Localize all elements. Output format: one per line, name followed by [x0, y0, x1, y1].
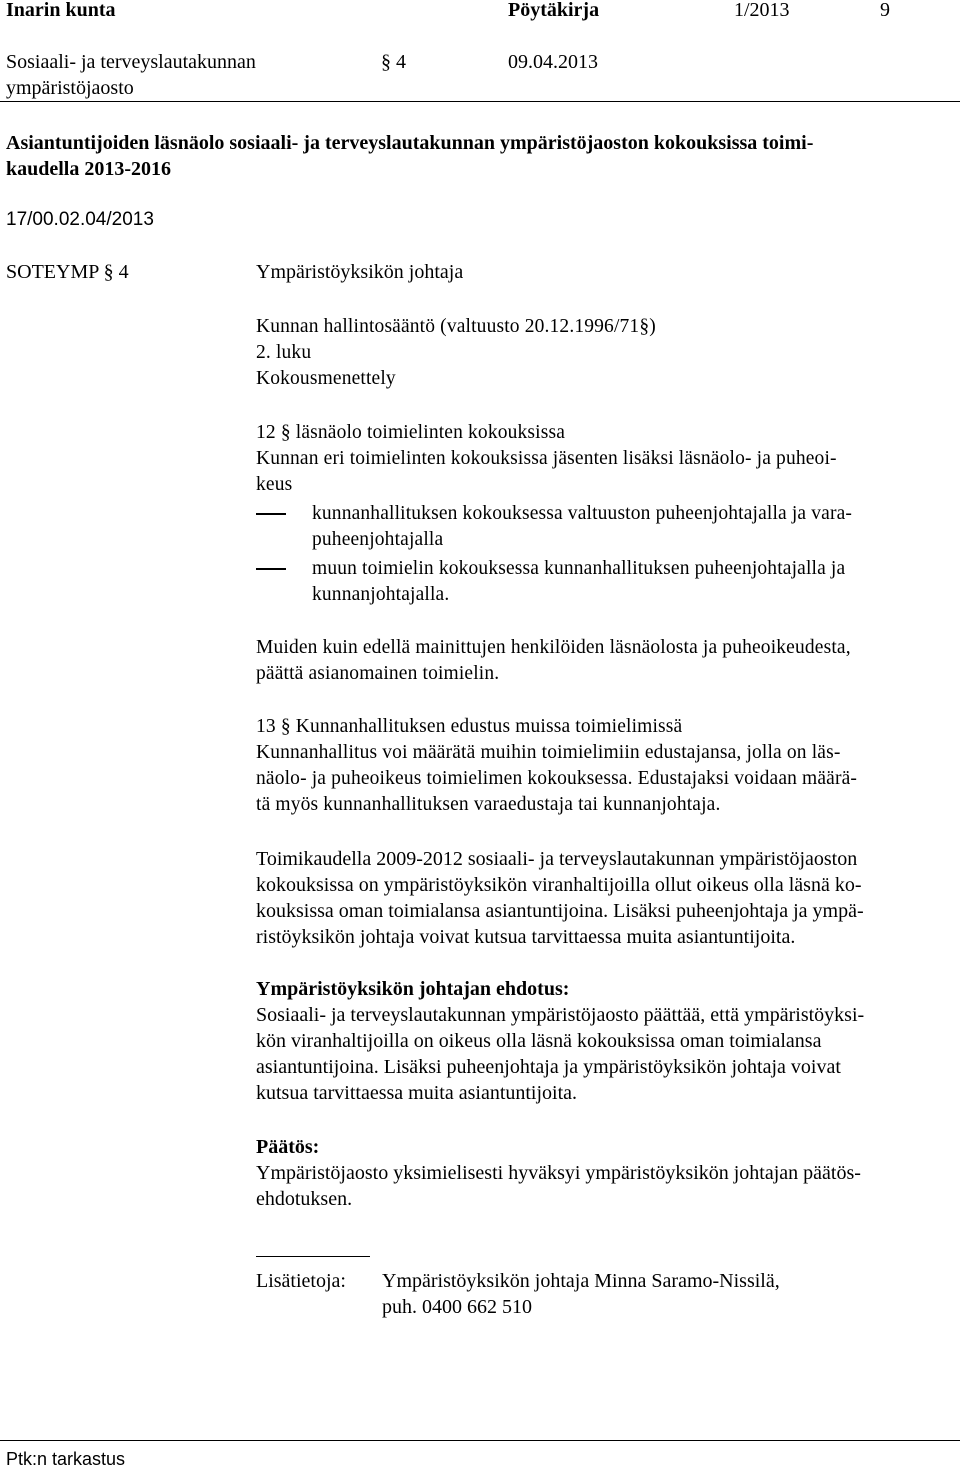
background-line4: ristöyksikön johtaja voivat kutsua tarvittaessa muita asiantuntijoita. — [256, 926, 796, 948]
section-label: SOTEYMP § 4 — [6, 261, 129, 283]
document-type: Pöytäkirja — [508, 0, 600, 21]
regulation-chapter-title: Kokousmenettely — [256, 368, 396, 389]
info-rule — [256, 1256, 370, 1257]
page-number: 9 — [880, 0, 890, 21]
section-12-intro-line2: keus — [256, 474, 293, 495]
section-13-line3: tä myös kunnanhallituksen varaedustaja tai kunnanjohtaja. — [256, 794, 721, 815]
meeting-date: 09.04.2013 — [508, 51, 598, 73]
regulation-chapter: 2. luku — [256, 342, 312, 363]
proposal-heading: Ympäristöyksikön johtajan ehdotus: — [256, 978, 570, 1000]
section-12-item2-line1: muun toimielin kokouksessa kunnanhallituksen puheenjohtajalla ja — [312, 558, 846, 579]
section-13-heading: 13 § Kunnanhallituksen edustus muissa toimielimissä — [256, 716, 683, 737]
footer-rule — [0, 1440, 960, 1441]
info-phone: puh. 0400 662 510 — [382, 1296, 532, 1318]
background-line2: kokouksissa on ympäristöyksikön viranhaltijoilla ollut oikeus olla läsnä ko- — [256, 874, 862, 896]
footer-review: Ptk:n tarkastus — [6, 1449, 126, 1469]
regulation-reference: Kunnan hallintosääntö (valtuusto 20.12.1996/71§) — [256, 316, 656, 337]
proposal-line4: kutsua tarvittaessa muita asiantuntijoita. — [256, 1082, 578, 1104]
section-12-item1-line2: puheenjohtajalla — [312, 529, 444, 550]
background-line3: kouksissa oman toimialansa asiantuntijoina. Lisäksi puheenjohtaja ja ympä- — [256, 900, 864, 922]
proposal-line2: kön viranhaltijoilla on oikeus olla läsnä kokouksissa oman toimialansa — [256, 1030, 822, 1052]
document-number: 1/2013 — [734, 0, 790, 21]
section-12-intro-line1: Kunnan eri toimielinten kokouksissa jäsenten lisäksi läsnäolo- ja puheoi- — [256, 448, 837, 469]
decision-heading: Päätös: — [256, 1136, 320, 1158]
case-number: 17/00.02.04/2013 — [6, 209, 154, 230]
section-13-line1: Kunnanhallitus voi määrätä muihin toimielimiin edustajansa, jolla on läs- — [256, 742, 841, 763]
section-12-item1-line1: kunnanhallituksen kokouksessa valtuuston puheenjohtajalla ja vara- — [312, 503, 853, 524]
board-name-line2: ympäristöjaosto — [6, 77, 134, 99]
section-12-heading: 12 § läsnäolo toimielinten kokouksissa — [256, 422, 566, 443]
background-line1: Toimikaudella 2009-2012 sosiaali- ja terveyslautakunnan ympäristöjaoston — [256, 848, 858, 870]
header-rule — [0, 101, 960, 102]
proposal-line1: Sosiaali- ja terveyslautakunnan ympäristöjaosto päättää, että ympäristöyksi- — [256, 1004, 865, 1026]
section-12-other-line1: Muiden kuin edellä mainittujen henkilöiden läsnäolosta ja puheoikeudesta, — [256, 637, 851, 658]
info-contact: Ympäristöyksikön johtaja Minna Saramo-Nissilä, — [382, 1270, 780, 1292]
info-label: Lisätietoja: — [256, 1270, 346, 1292]
title-line1: Asiantuntijoiden läsnäolo sosiaali- ja terveyslautakunnan ympäristöjaoston kokouksissa toimi- — [6, 132, 814, 154]
proposal-line3: asiantuntijoina. Lisäksi puheenjohtaja ja ympäristöyksikön johtaja voivat — [256, 1056, 841, 1078]
section-12-item2-line2: kunnanjohtajalla. — [312, 584, 450, 605]
title-line2: kaudella 2013-2016 — [6, 158, 172, 180]
section-12-other-line2: päättä asianomainen toimielin. — [256, 663, 500, 684]
municipality-name: Inarin kunta — [6, 0, 116, 21]
board-name-line1: Sosiaali- ja terveyslautakunnan — [6, 51, 256, 73]
presenter: Ympäristöyksikön johtaja — [256, 261, 464, 283]
section-symbol: § 4 — [381, 51, 406, 73]
decision-line2: ehdotuksen. — [256, 1188, 353, 1210]
section-13-line2: näolo- ja puheoikeus toimielimen kokouksessa. Edustajaksi voidaan määrä- — [256, 768, 858, 789]
list-dash-1 — [256, 513, 286, 515]
list-dash-2 — [256, 568, 286, 570]
decision-line1: Ympäristöjaosto yksimielisesti hyväksyi ympäristöyksikön johtajan päätös- — [256, 1162, 861, 1184]
